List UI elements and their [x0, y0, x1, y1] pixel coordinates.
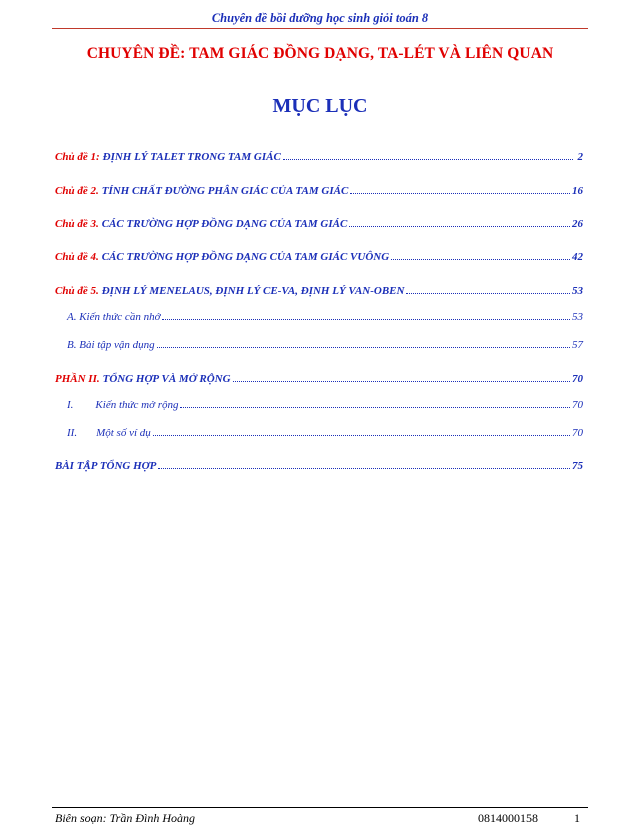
toc-entry-page: 53: [572, 311, 583, 323]
toc-entry-title: CÁC TRƯỜNG HỢP ĐỒNG DẠNG CỦA TAM GIÁC: [101, 218, 348, 230]
dot-leader: [349, 226, 570, 227]
dot-leader: [350, 193, 570, 194]
dot-leader: [153, 435, 570, 436]
dot-leader: [391, 259, 570, 260]
running-header: Chuyên đề bồi dưỡng học sinh giỏi toán 8: [211, 11, 429, 25]
dot-leader: [162, 319, 570, 320]
toc-entry-page: 57: [572, 339, 583, 351]
toc-entry-prefix: Chủ đề 1:: [55, 151, 100, 163]
document-title: CHUYÊN ĐỀ: TAM GIÁC ĐỒNG DẠNG, TA-LÉT VÀ LIÊN QUAN: [86, 45, 554, 62]
footer-phone: 0814000158: [478, 811, 538, 825]
toc-entry-bai-tap-tong-hop[interactable]: [55, 460, 583, 473]
toc-entry-prefix: Chủ đề 5.: [55, 285, 99, 297]
footer-page-number: 1: [574, 811, 580, 825]
toc-entry-page: 70: [572, 399, 583, 411]
toc-entry-page: 70: [572, 373, 583, 385]
footer-divider: [52, 807, 588, 808]
dot-leader: [406, 293, 570, 294]
toc-entry-numeral: I.: [67, 399, 74, 411]
toc-entry-page: 26: [572, 218, 583, 230]
toc-entry-mot-so-vi-du[interactable]: [67, 427, 583, 440]
toc-entry-title: Một số ví dụ: [96, 427, 151, 439]
dot-leader: [157, 347, 570, 348]
toc-entry-prefix: Chủ đề 3.: [55, 218, 99, 230]
toc-entry-title: TỔNG HỢP VÀ MỞ RỘNG: [102, 373, 231, 385]
toc-entry-chu-de-1[interactable]: [55, 151, 583, 164]
toc-entry-title: B. Bài tập vận dụng: [67, 339, 155, 351]
toc-entry-numeral: II.: [67, 427, 78, 439]
toc-heading: MỤC LỤC: [272, 95, 368, 117]
footer-author: Biên soạn: Trần Đình Hoàng: [55, 811, 196, 825]
toc-entry-phan-2[interactable]: [55, 373, 583, 386]
dot-leader: [180, 407, 570, 408]
dot-leader: [283, 159, 573, 160]
toc-entry-bai-tap-van-dung[interactable]: [67, 339, 583, 352]
toc-entry-title: BÀI TẬP TỔNG HỢP: [55, 460, 157, 472]
toc-entry-chu-de-4[interactable]: [55, 251, 583, 264]
toc-entry-prefix: Chủ đề 4.: [55, 251, 99, 263]
toc-entry-kien-thuc-can-nho[interactable]: [67, 311, 583, 324]
toc-entry-page: 75: [572, 460, 583, 472]
toc-entry-chu-de-2[interactable]: [55, 185, 583, 198]
toc-entry-title: Kiến thức mở rộng: [95, 399, 179, 411]
toc-entry-title: CÁC TRƯỜNG HỢP ĐỒNG DẠNG CỦA TAM GIÁC VUÔNG: [101, 251, 390, 263]
toc-entry-page: 53: [572, 285, 583, 297]
toc-entry-chu-de-5[interactable]: [55, 285, 583, 298]
toc-entry-chu-de-3[interactable]: [55, 218, 583, 231]
toc-entry-title: ĐỊNH LÝ MENELAUS, ĐỊNH LÝ CE-VA, ĐỊNH LÝ VAN-OBEN: [101, 285, 405, 297]
dot-leader: [233, 381, 570, 382]
toc-entry-title: ĐỊNH LÝ TALET TRONG TAM GIÁC: [102, 151, 281, 163]
header-divider: [52, 28, 588, 29]
toc-entry-page: 16: [572, 185, 583, 197]
toc-entry-title: TÍNH CHẤT ĐƯỜNG PHÂN GIÁC CỦA TAM GIÁC: [101, 185, 349, 197]
toc-entry-prefix: PHẦN II.: [55, 373, 100, 385]
dot-leader: [158, 468, 570, 469]
toc-entry-page: 2: [577, 151, 583, 163]
toc-entry-page: 42: [572, 251, 583, 263]
toc-entry-page: 70: [572, 427, 583, 439]
toc-entry-kien-thuc-mo-rong[interactable]: [67, 399, 583, 412]
toc-entry-title: A. Kiến thức cần nhớ: [67, 311, 161, 323]
toc-entry-prefix: Chủ đề 2.: [55, 185, 99, 197]
